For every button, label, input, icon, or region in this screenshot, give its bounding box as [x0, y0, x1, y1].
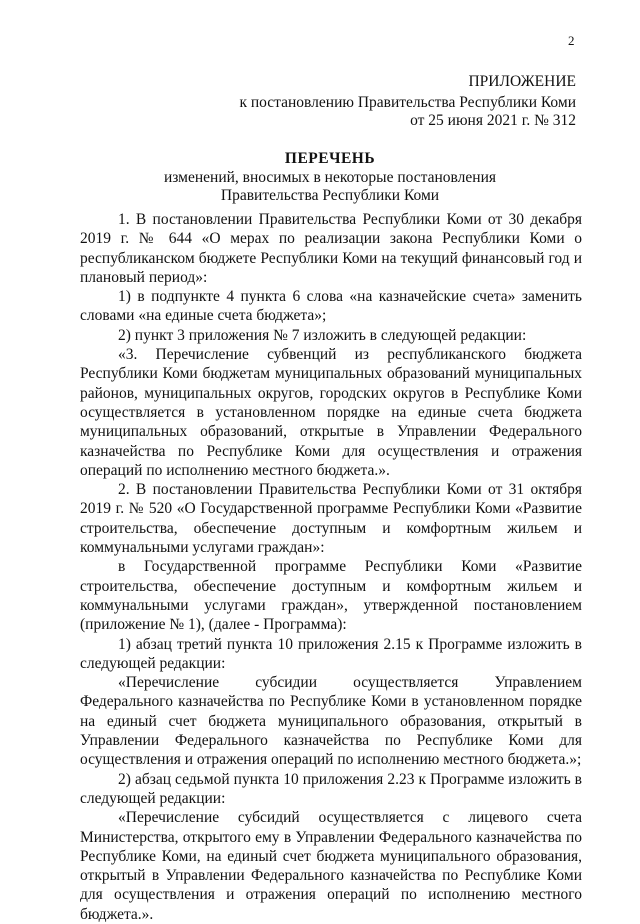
paragraph-2: 2. В постановлении Правительства Республики Коми от 31 октября 2019 г. № 520 «О Государственной программе Республики Коми «Развитие строительства, обеспечение доступным и комфортным жильем и коммунальными услугами граждан»:: [80, 481, 582, 557]
quoted-text-3: «Перечисление субсидий осуществляется с лицевого счета Министерства, открытого ему в Управлении Федерального казначейства по Республике Коми, на единый счет бюджета муниципального образования, открытый в Управлении Федерального казначейства по Республике Коми для осуществления и отражения операций по исполнению местного бюджета.».: [80, 809, 582, 923]
document-title: [80, 149, 580, 168]
appendix-resolution-ref: к постановлению Правительства Республики Коми: [239, 94, 576, 111]
paragraph-2-2: 2) абзац седьмой пункта 10 приложения 2.23 к Программе изложить в следующей редакции:: [80, 770, 582, 807]
document-subtitle-line1: изменений, вносимых в некоторые постановления: [163, 169, 496, 186]
appendix-label: ПРИЛОЖЕНИЕ: [468, 73, 576, 90]
paragraph-2-intro: в Государственной программе Республики Коми «Развитие строительства, обеспечение доступным и комфортным жильем и коммунальными услугами граждан», утвержденной постановлением (приложение № 1), (далее - Программа):: [80, 558, 582, 634]
paragraph-1-1: 1) в подпункте 4 пункта 6 слова «на казначейские счета» заменить словами «на единые счета бюджета»;: [80, 288, 582, 325]
appendix-date-number: от 25 июня 2021 г. № 312: [410, 112, 576, 129]
document-subtitle-line2: Правительства Республики Коми: [220, 187, 440, 204]
quoted-text-2: «Перечисление субсидии осуществляется Управлением Федерального казначейства по Республике Коми в установленном порядке на единый счет бюджета муниципального образования, открытый в Управлении Федерального казначейства по Республике Коми для осуществления и отражения операций по исполнению местного бюджета.»;: [80, 674, 582, 769]
paragraph-1-2: 2) пункт 3 приложения № 7 изложить в следующей редакции:: [118, 326, 527, 344]
quoted-text-1: «3. Перечисление субвенций из республиканского бюджета Республики Коми бюджетам муниципальных образований муниципальных районов, муниципальных округов, городских округов в Республике Коми осуществляется в установленном порядке на единые счета бюджета муниципальных образований, открытые в Управлении Федерального казначейства по Республике Коми для осуществления и отражения операций по исполнению местного бюджета.».: [80, 346, 582, 479]
document-title-text: ПЕРЕЧЕНЬ: [284, 150, 376, 167]
paragraph-2-1: 1) абзац третий пункта 10 приложения 2.15 к Программе изложить в следующей редакции:: [80, 635, 582, 672]
page-number: 2: [568, 33, 575, 48]
paragraph-1: 1. В постановлении Правительства Республики Коми от 30 декабря 2019 г. № 644 «О мерах по реализации закона Республики Коми о республиканском бюджете Республики Коми на текущий финансовый год и плановый период»:: [80, 211, 582, 286]
document-body: [80, 210, 582, 924]
